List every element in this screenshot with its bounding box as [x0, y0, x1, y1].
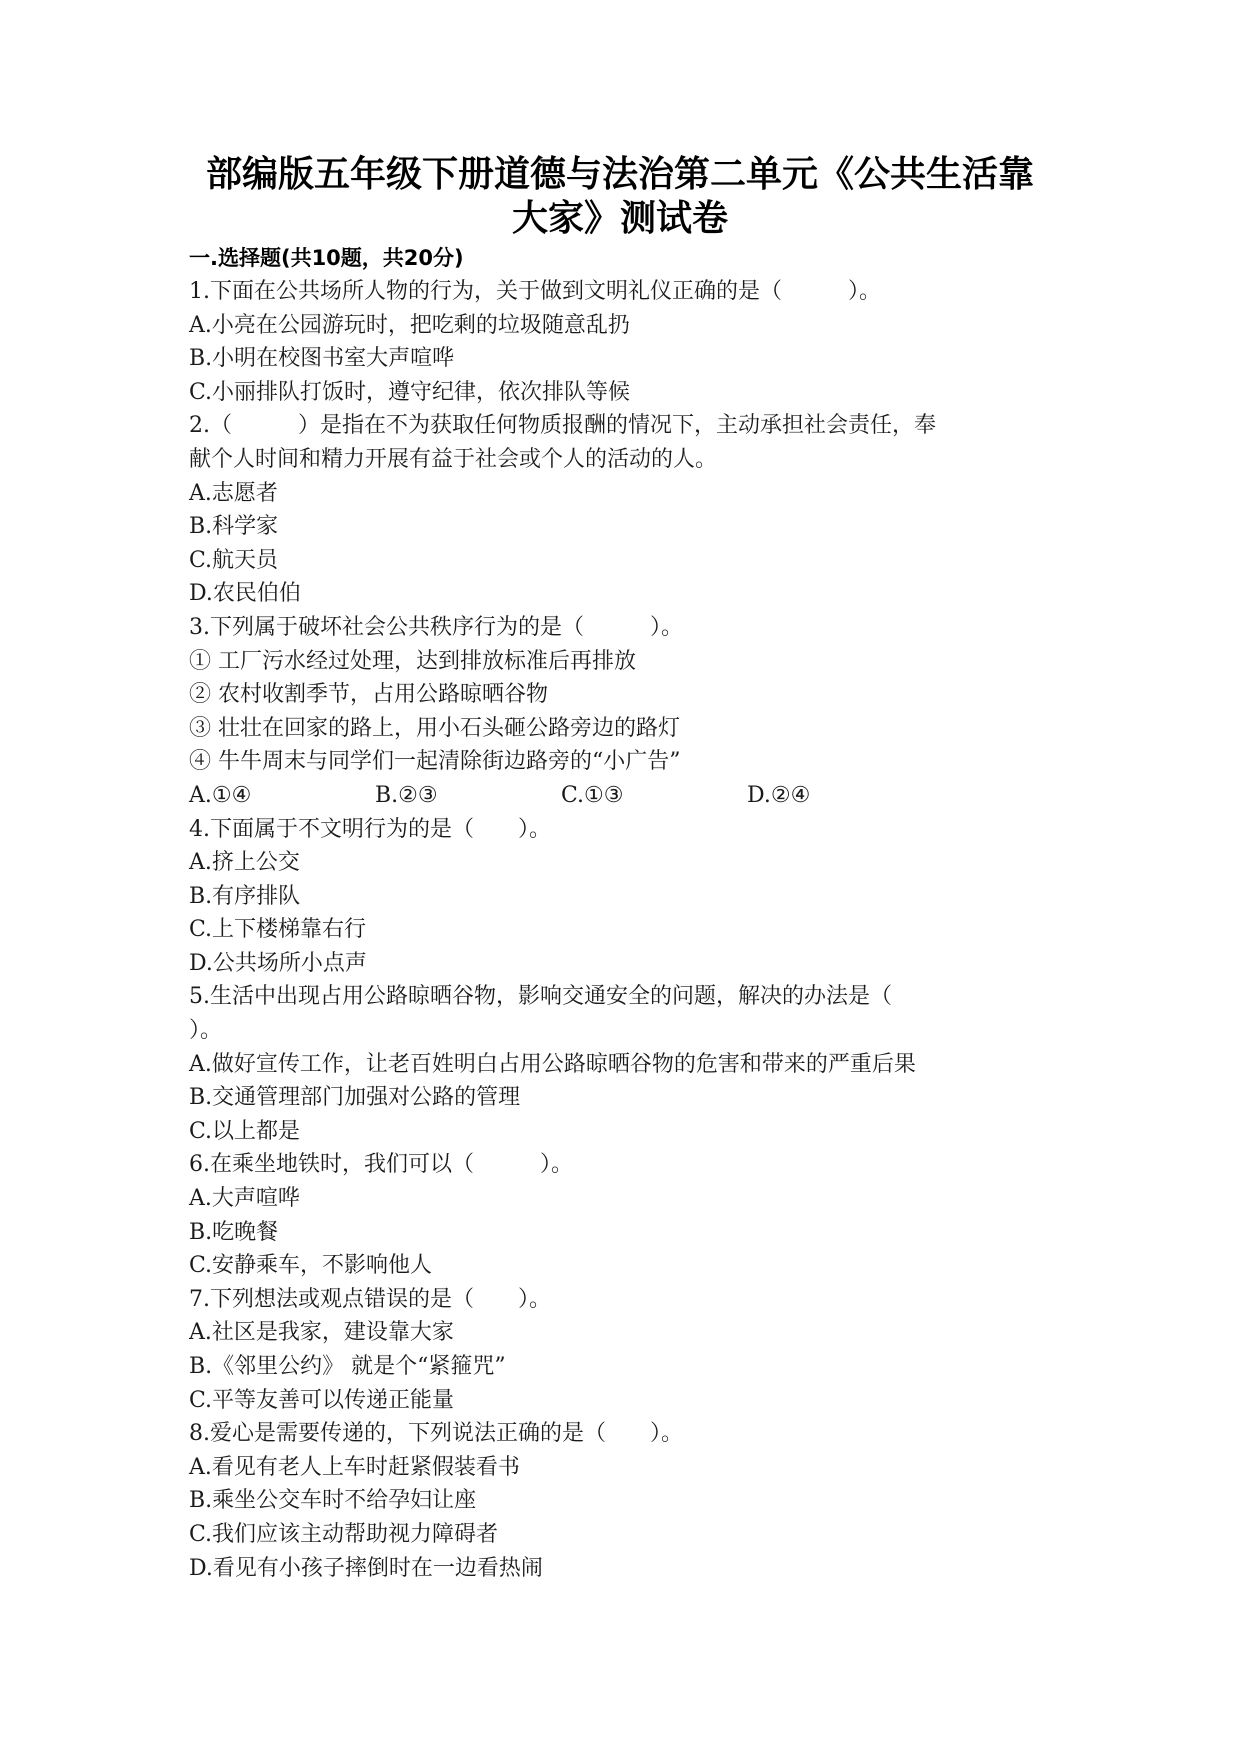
statement-item: ② 农村收割季节，占用公路晾晒谷物 — [189, 682, 548, 708]
page-title-line-2: 大家》测试卷 — [511, 198, 728, 239]
answer-option: C.航天员 — [189, 547, 279, 573]
answer-option: A.挤上公交 — [189, 850, 300, 876]
answer-option: C.上下楼梯靠右行 — [189, 917, 367, 943]
answer-option: C.我们应该主动帮助视力障碍者 — [189, 1521, 499, 1547]
answer-option: B.《邻里公约》 就是个“紧箍咒” — [189, 1354, 506, 1379]
answer-option: D.②④ — [747, 782, 811, 808]
answer-option: D.农民伯伯 — [189, 581, 301, 607]
answer-option: B.交通管理部门加强对公路的管理 — [189, 1085, 521, 1111]
answer-option: C.安静乘车，不影响他人 — [189, 1253, 433, 1279]
answer-option: C.平等友善可以传递正能量 — [189, 1387, 455, 1413]
answer-option: D.公共场所小点声 — [189, 950, 367, 976]
page-title-line-1: 部编版五年级下册道德与法治第二单元《公共生活靠 — [205, 154, 1034, 195]
answer-option: B.有序排队 — [189, 883, 301, 909]
answer-option: A.志愿者 — [189, 480, 278, 506]
question-line: 8.爱心是需要传递的，下列说法正确的是（ ）。 — [189, 1421, 683, 1447]
question-line: 2.（ ）是指在不为获取任何物质报酬的情况下，主动承担社会责任，奉 — [189, 413, 936, 439]
question-line: 献个人时间和精力开展有益于社会或个人的活动的人。 — [189, 446, 718, 472]
answer-option: C.以上都是 — [189, 1118, 301, 1144]
answer-option: D.看见有小孩子摔倒时在一边看热闹 — [189, 1555, 543, 1581]
answer-option: A.小亮在公园游玩时，把吃剩的垃圾随意乱扔 — [189, 312, 630, 338]
answer-option: A.社区是我家，建设靠大家 — [189, 1320, 454, 1346]
question-line: ）。 — [189, 1018, 223, 1044]
answer-option: B.小明在校图书室大声喧哗 — [189, 346, 455, 372]
question-line: 3.下列属于破坏社会公共秩序行为的是（ ）。 — [189, 614, 683, 640]
section-heading: 一.选择题(共10题，共20分) — [189, 246, 464, 270]
statement-item: ③ 壮壮在回家的路上，用小石头砸公路旁边的路灯 — [189, 715, 680, 741]
answer-option: B.科学家 — [189, 514, 279, 540]
question-line: 5.生活中出现占用公路晾晒谷物，影响交通安全的问题，解决的办法是（ — [189, 984, 892, 1010]
answer-option: A.大声喧哗 — [189, 1186, 300, 1212]
q3-options-row — [189, 779, 1059, 813]
answer-option: A.①④ — [189, 782, 252, 808]
answer-option: B.吃晚餐 — [189, 1219, 279, 1245]
question-line: 1.下面在公共场所人物的行为，关于做到文明礼仪正确的是（ ）。 — [189, 279, 881, 304]
answer-option: A.做好宣传工作，让老百姓明白占用公路晾晒谷物的危害和带来的严重后果 — [189, 1051, 916, 1077]
answer-option: B.②③ — [375, 782, 438, 808]
question-line: 4.下面属于不文明行为的是（ ）。 — [189, 816, 551, 842]
question-list — [189, 275, 1059, 1585]
answer-option: C.小丽排队打饭时，遵守纪律，依次排队等候 — [189, 379, 631, 405]
statement-item: ④ 牛牛周末与同学们一起清除街边路旁的“小广告” — [189, 749, 681, 775]
question-line: 6.在乘坐地铁时，我们可以（ ）。 — [189, 1152, 573, 1178]
statement-item: ① 工厂污水经过处理，达到排放标准后再排放 — [189, 648, 636, 674]
answer-option: B.乘坐公交车时不给孕妇让座 — [189, 1488, 477, 1514]
question-line: 7.下列想法或观点错误的是（ ）。 — [189, 1286, 551, 1312]
answer-option: A.看见有老人上车时赶紧假装看书 — [189, 1454, 520, 1480]
answer-option: C.①③ — [561, 782, 624, 808]
